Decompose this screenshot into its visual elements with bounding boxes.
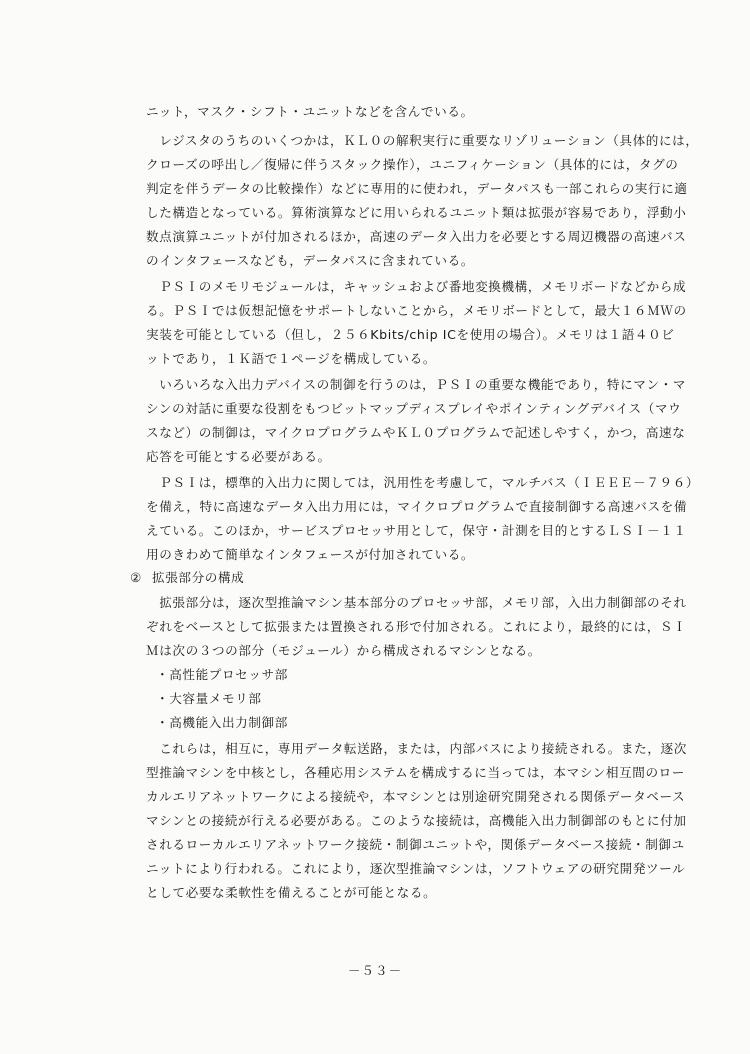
text-line: ニットにより行われる。これにより，逐次型推論マシンは，ソフトウェアの研究開発ツール (146, 861, 686, 876)
text-line: シンの対話に重要な役割をもつビットマップディスプレイやポインティングデバイス（マウ (146, 401, 682, 416)
text-line: を備え，特に高速なデータ入出力用には，マイクロプログラムで直接制御する高速バスを備 (146, 499, 688, 514)
text-line: カルエリアネットワークによる接続や，本マシンとは別途研究開発される関係データベース (146, 789, 686, 804)
text-line: マシンとの接続が行える必要がある。このような接続は，高機能入出力制御部のもとに付加 (146, 813, 687, 828)
text-line: る。ＰＳＩでは仮想記憶をサポートしないことから，メモリボードとして，最大１６ＭＷの (146, 303, 687, 318)
text-line: いろいろな入出力デバイスの制御を行うのは，ＰＳＩの重要な機能であり，特にマン・マ (146, 377, 687, 392)
text-line: スなど）の制御は，マイクロプログラムやＫＬ０プログラムで記述しやすく，かつ，高速な (146, 425, 686, 440)
text-line: ットであり，１Ｋ語で１ページを構成している。 (146, 351, 437, 366)
text-line: Ｍは次の３つの部分（モジュール）から構成されるマシンとなる。 (146, 643, 541, 658)
list-item: ・高機能入出力制御部 (156, 715, 288, 730)
page-number: －５３－ (347, 963, 403, 978)
text-line: した構造となっている。算術演算などに用いられるユニット類は拡張が容易であり，浮動小 (146, 205, 687, 220)
text-line: ＰＳＩのメモリモジュールは，キャッシュおよび番地変換機構，メモリボードなどから成 (146, 279, 687, 294)
text-line: 応答を可能とする必要がある。 (146, 449, 331, 464)
text-line: 実装を可能としている（但し，２５６Kbits/chip ICを使用の場合）。メモリは１語４０ビ (146, 327, 675, 342)
text-line: のインタフェースなども，データパスに含まれている。 (146, 253, 474, 268)
text-line: ＰＳＩは，標準的入出力に関しては，汎用性を考慮して，マルチバス（ＩＥＥＥ－７９６） (146, 475, 700, 490)
text-line: えている。このほか，サービスプロセッサ用として，保守・計測を目的とするＬＳＩ－１１ (146, 523, 687, 538)
text-line: 用のきわめて簡単なインタフェースが付加されている。 (146, 547, 475, 562)
list-item: ・大容量メモリ部 (156, 691, 262, 706)
text-line: これらは，相互に，専用データ転送路，または，内部バスにより接続される。また，逐次 (146, 741, 687, 756)
text-line: ぞれをベースとして拡張または置換される形で付加される。これにより，最終的には，ＳＩ (146, 619, 687, 634)
text-line: クローズの呼出し／復帰に伴うスタック操作），ユニフィケーション（具体的には，タグの (146, 157, 679, 172)
text-line: 判定を伴うデータの比較操作）などに専用的に使われ，データパスも一部これらの実行に適 (146, 181, 688, 196)
text-line: として必要な柔軟性を備えることが可能となる。 (146, 885, 437, 900)
text-line: 拡張部分は，逐次型推論マシン基本部分のプロセッサ部，メモリ部，入出力制御部のそれ (146, 595, 687, 610)
list-item: ・高性能プロセッサ部 (156, 667, 288, 682)
section-marker: ② (130, 570, 142, 585)
text-line: されるローカルエリアネットワーク接続・制御ユニットや，関係データベース接続・制御ユ (146, 837, 685, 852)
text-line: 型推論マシンを中核とし，各種応用システムを構成するに当っては，本マシン相互間のロー (146, 765, 686, 780)
text-line: ニット，マスク・シフト・ユニットなどを含んでいる。 (146, 104, 474, 119)
text-line: レジスタのうちのいくつかは，ＫＬ０の解釈実行に重要なリゾリューション（具体的には， (146, 133, 699, 148)
text-line: 数点演算ユニットが付加されるほか，高速のデータ入出力を必要とする周辺機器の高速バス (146, 229, 687, 244)
section-heading: 拡張部分の構成 (152, 570, 245, 585)
